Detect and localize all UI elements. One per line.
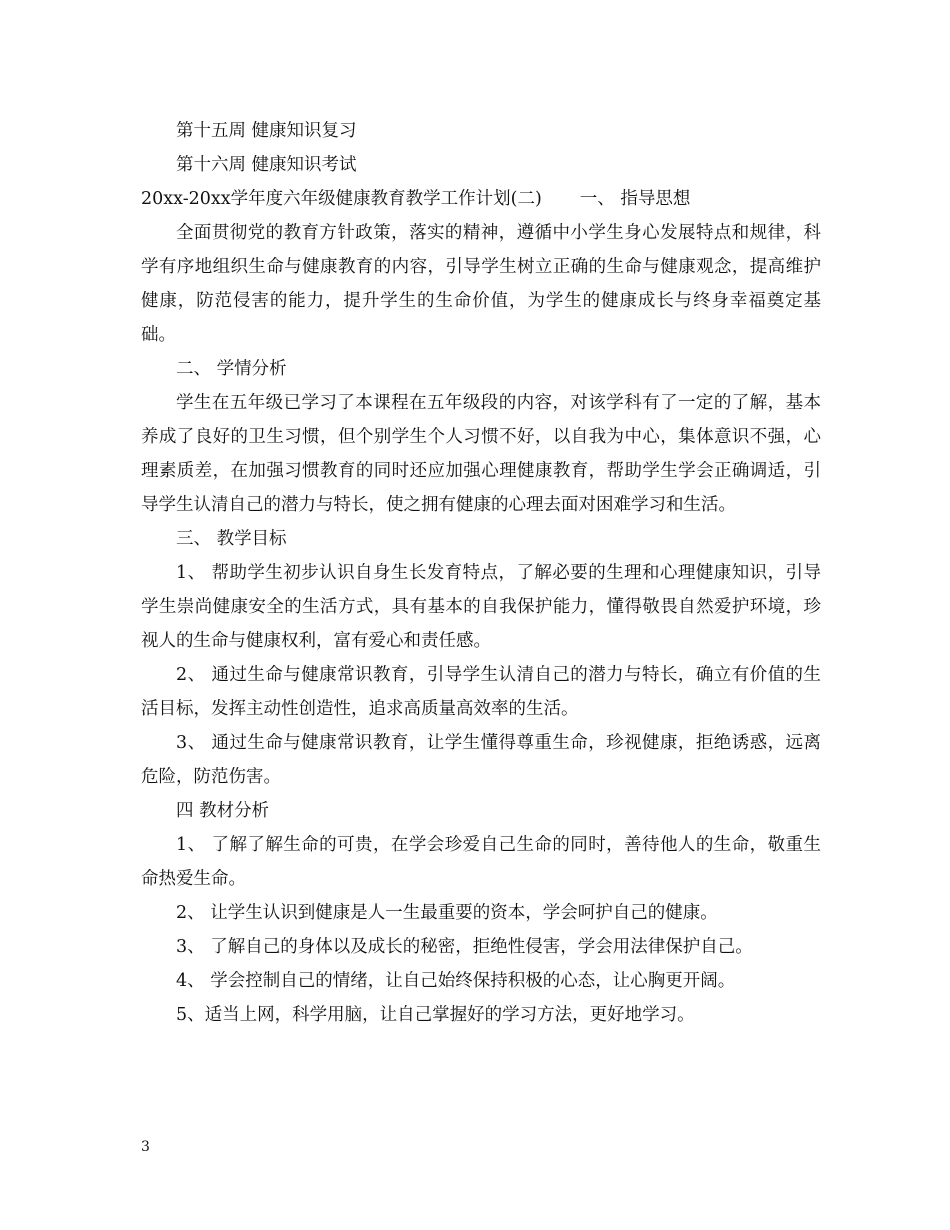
paragraph-student-analysis: 学生在五年级已学习了本课程在五年级段的内容，对该学科有了一定的了解，基本养成了良好的卫生习惯，但个别学生个人习惯不好，以自我为中心，集体意识不强，心理素质差，在加强习惯教育的同时还应加强心理健康教育，帮助学生学会正确调适，引导学生认清自己的潜力与特长，使之拥有健康的心理去面对困难学习和生活。 bbox=[141, 393, 821, 515]
material-item-5: 5、适当上网，科学用脑，让自己掌握好的学习方法，更好地学习。 bbox=[176, 1005, 695, 1025]
goal-item-2: 2、 通过生命与健康常识教育，引导学生认清自己的潜力与特长，确立有价值的生活目标，发挥主动性创造性，追求高质量高效率的生活。 bbox=[141, 665, 821, 719]
heading-student-analysis: 二、 学情分析 bbox=[176, 359, 287, 379]
plan-title-line bbox=[141, 182, 821, 216]
plan-title: 20xx-20xx学年度六年级健康教育教学工作计划(二) bbox=[141, 189, 542, 209]
heading-material-analysis: 四 教材分析 bbox=[176, 801, 270, 821]
material-item-1: 1、 了解了解生命的可贵，在学会珍爱自己生命的同时，善待他人的生命，敬重生命热爱生命。 bbox=[141, 835, 821, 889]
week-15-line: 第十五周 健康知识复习 bbox=[176, 121, 357, 141]
page-number: 3 bbox=[141, 1139, 150, 1155]
heading-guiding-ideology: 一、 指导思想 bbox=[579, 189, 691, 209]
heading-teaching-goals: 三、 教学目标 bbox=[176, 529, 287, 549]
goal-item-1: 1、 帮助学生初步认识自身生长发育特点，了解必要的生理和心理健康知识，引导学生崇尚健康安全的生活方式，具有基本的自我保护能力，懂得敬畏自然爱护环境，珍视人的生命与健康权利，富有爱心和责任感。 bbox=[141, 563, 821, 651]
week-16-line: 第十六周 健康知识考试 bbox=[176, 155, 357, 175]
document-body bbox=[141, 114, 821, 1032]
paragraph-guiding-ideology: 全面贯彻党的教育方针政策，落实的精神，遵循中小学生身心发展特点和规律，科学有序地组织生命与健康教育的内容，引导学生树立正确的生命与健康观念，提高维护健康，防范侵害的能力，提升学生的生命价值，为学生的健康成长与终身幸福奠定基础。 bbox=[141, 223, 821, 345]
material-item-2: 2、 让学生认识到健康是人一生最重要的资本，学会呵护自己的健康。 bbox=[176, 903, 718, 923]
material-item-3: 3、 了解自己的身体以及成长的秘密，拒绝性侵害，学会用法律保护自己。 bbox=[176, 937, 753, 957]
material-item-4: 4、 学会控制自己的情绪，让自己始终保持积极的心态，让心胸更开阔。 bbox=[176, 971, 736, 991]
goal-item-3: 3、 通过生命与健康常识教育，让学生懂得尊重生命，珍视健康，拒绝诱惑，远离危险，防范伤害。 bbox=[141, 733, 821, 787]
